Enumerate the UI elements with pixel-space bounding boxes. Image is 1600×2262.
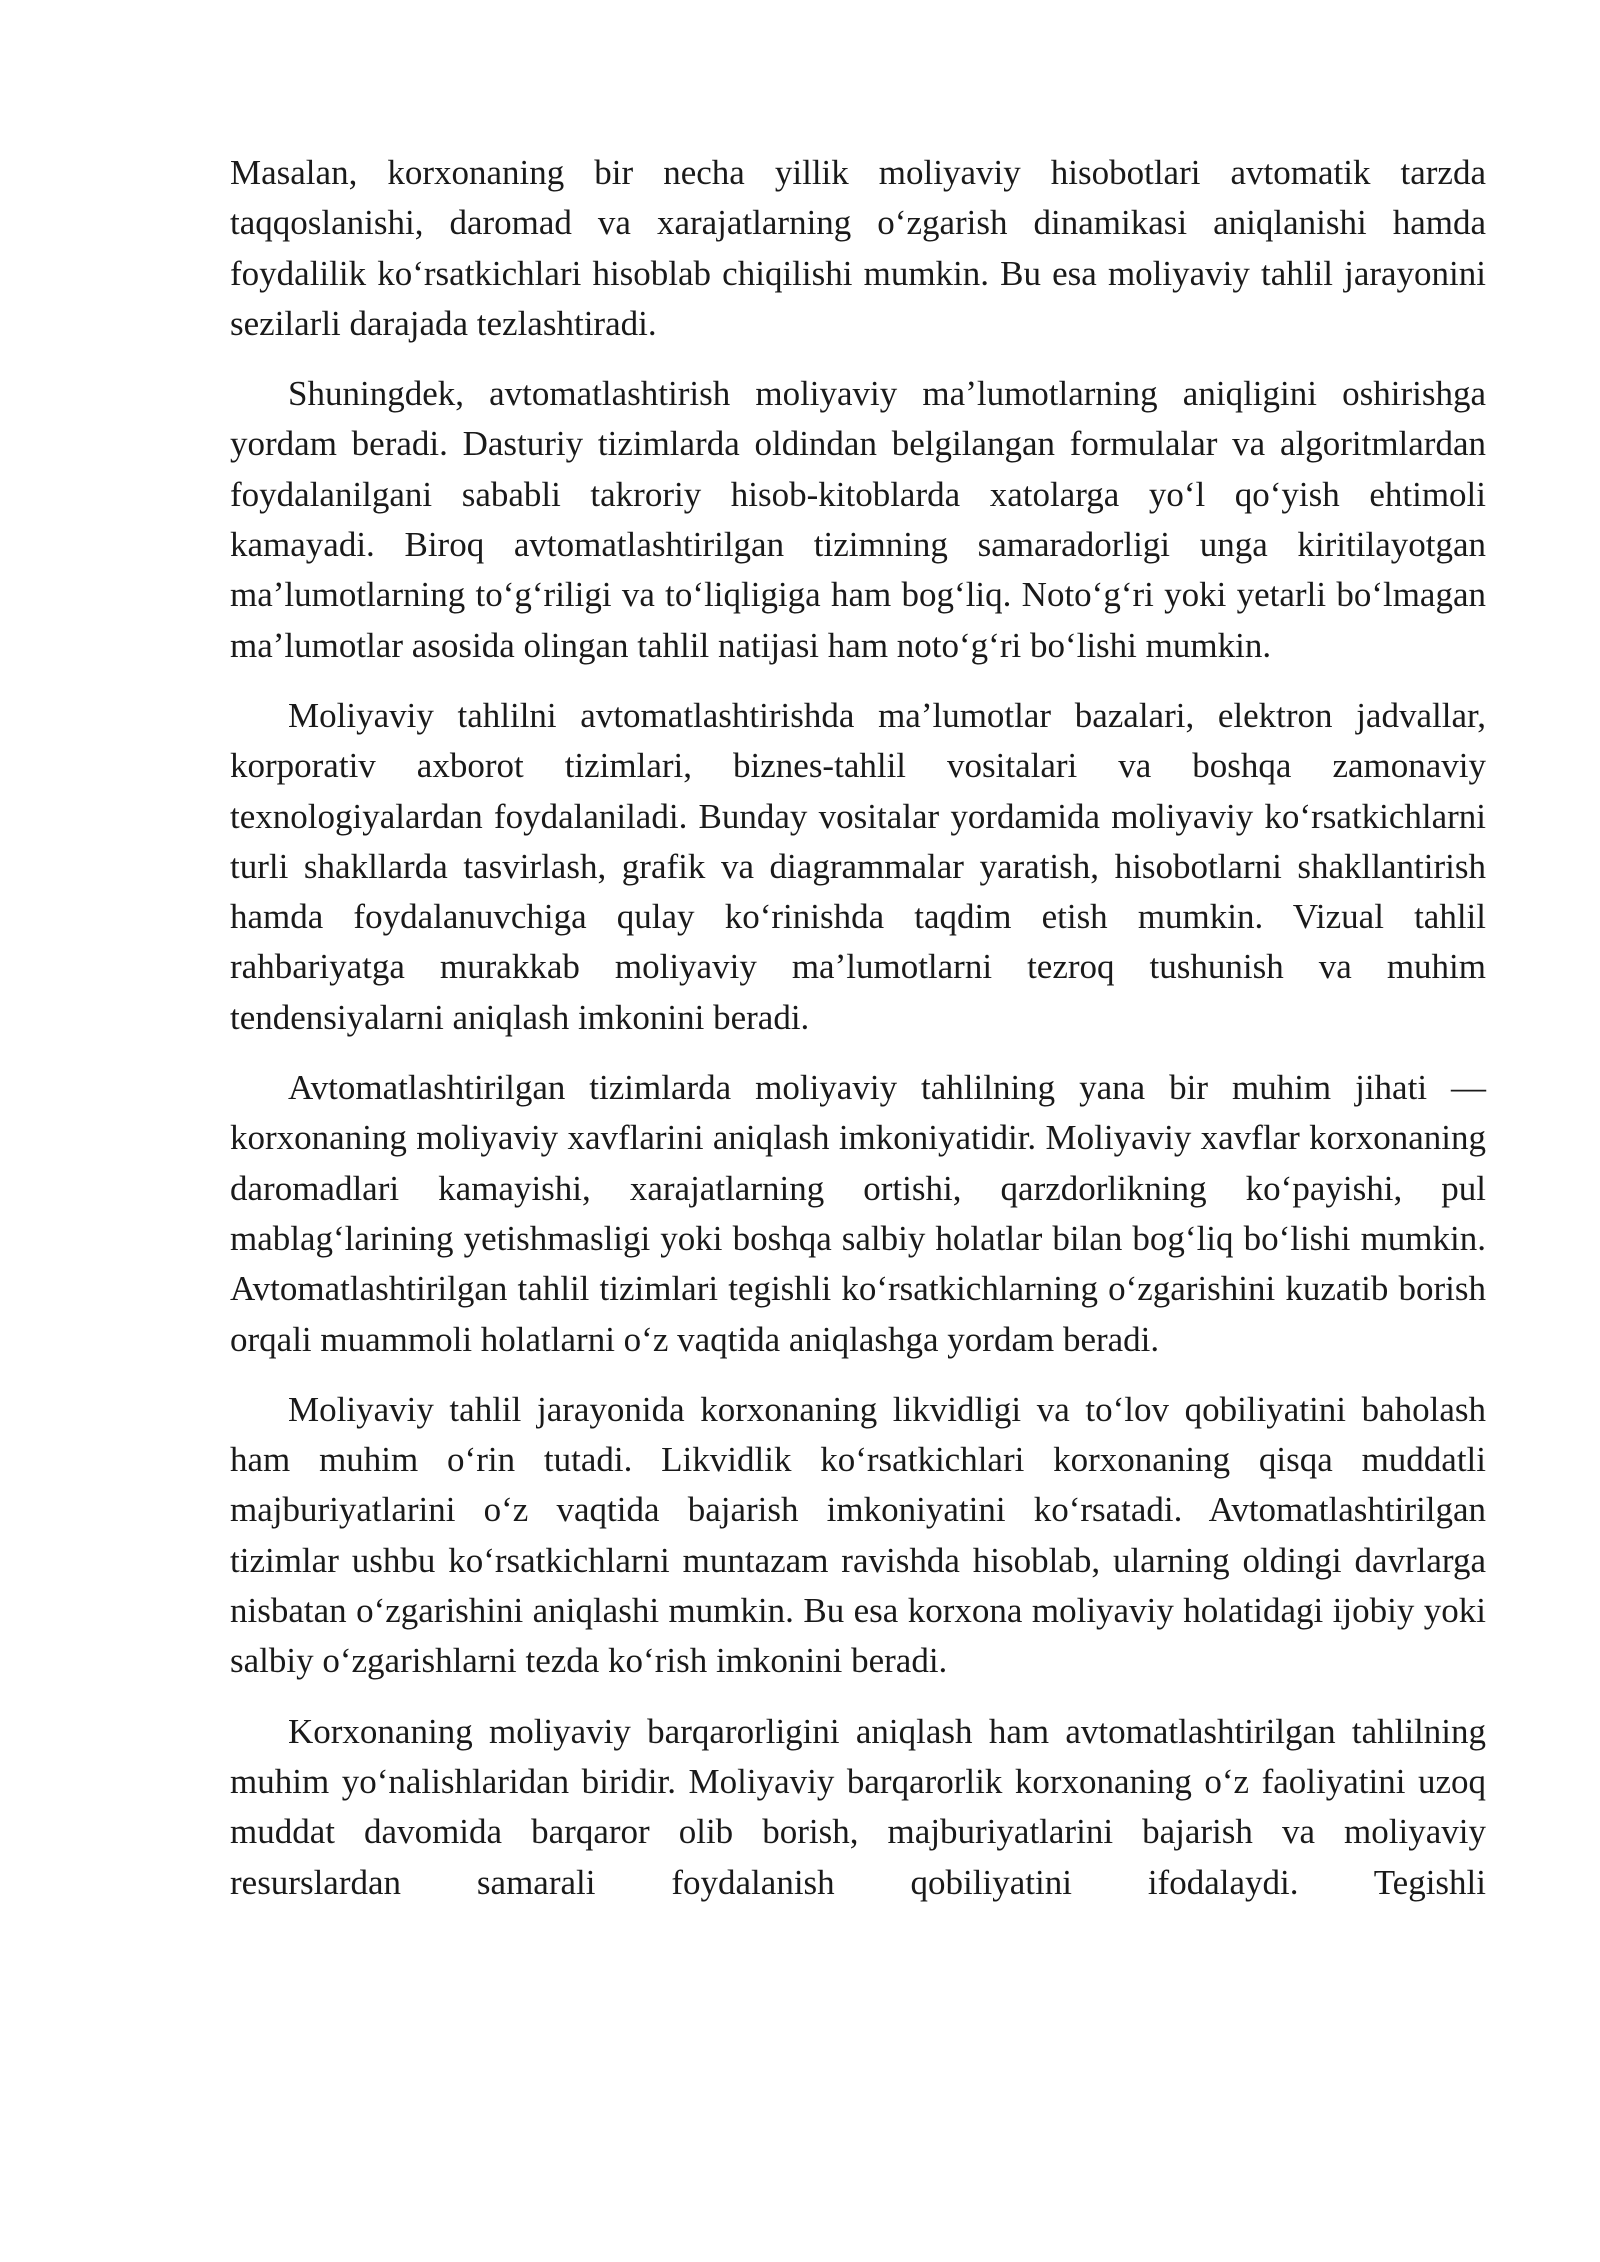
paragraph-2: Shuningdek, avtomatlashtirish moliyaviy maʼlumotlarning aniqligini oshirishga yordam beradi. Dasturiy tizimlarda oldindan belgilangan formulalar va algoritmlardan foydalanilgani sababli takroriy hisob-kitoblarda xatolarga yoʻl qoʻyish ehtimoli kamayadi. Biroq avtomatlashtirilgan tizimning samaradorligi unga kiritilayotgan maʼlumotlarning toʻgʻriligi va toʻliqligiga ham bogʻliq. Notoʻgʻri yoki yetarli boʻlmagan maʼlumotlar asosida olingan tahlil natijasi ham notoʻgʻri boʻlishi mumkin. [230, 374, 1486, 665]
paragraph-6: Korxonaning moliyaviy barqarorligini aniqlash ham avtomatlashtirilgan tahlilning muhim yoʻnalishlaridan biridir. Moliyaviy barqarorlik korxonaning oʻz faoliyatini uzoq muddat davomida barqaror olib borish, majburiyatlarini bajarish va moliyaviy resurslardan samarali foydalanish qobiliyatini ifodalaydi. Tegishli [230, 1711, 1486, 1902]
paragraph-5: Moliyaviy tahlil jarayonida korxonaning likvidligi va toʻlov qobiliyatini baholash ham muhim oʻrin tutadi. Likvidlik koʻrsatkichlari korxonaning qisqa muddatli majburiyatlarini oʻz vaqtida bajarish imkoniyatini koʻrsatadi. Avtomatlashtirilgan tizimlar ushbu koʻrsatkichlarni muntazam ravishda hisoblab, ularning oldingi davrlarga nisbatan oʻzgarishini aniqlashi mumkin. Bu esa korxona moliyaviy holatidagi ijobiy yoki salbiy oʻzgarishlarni tezda koʻrish imkonini beradi. [230, 1389, 1486, 1681]
paragraph-3: Moliyaviy tahlilni avtomatlashtirishda maʼlumotlar bazalari, elektron jadvallar, korporativ axborot tizimlari, biznes-tahlil vositalari va boshqa zamonaviy texnologiyalardan foydalaniladi. Bunday vositalar yordamida moliyaviy koʻrsatkichlarni turli shakllarda tasvirlash, grafik va diagrammalar yaratish, hisobotlarni shakllantirish hamda foydalanuvchiga qulay koʻrinishda taqdim etish mumkin. Vizual tahlil rahbariyatga murakkab moliyaviy maʼlumotlarni tezroq tushunish va muhim tendensiyalarni aniqlash imkonini beradi. [230, 695, 1486, 1037]
paragraph-1: Masalan, korxonaning bir necha yillik moliyaviy hisobotlari avtomatik tarzda taqqoslanishi, daromad va xarajatlarning oʻzgarish dinamikasi aniqlanishi hamda foydalilik koʻrsatkichlari hisoblab chiqilishi mumkin. Bu esa moliyaviy tahlil jarayonini sezilarli darajada tezlashtiradi. [230, 153, 1486, 343]
document-body [230, 148, 1486, 1928]
paragraph-4: Avtomatlashtirilgan tizimlarda moliyaviy tahlilning yana bir muhim jihati — korxonaning moliyaviy xavflarini aniqlash imkoniyatidir. Moliyaviy xavflar korxonaning daromadlari kamayishi, xarajatlarning ortishi, qarzdorlikning koʻpayishi, pul mablagʻlarining yetishmasligi yoki boshqa salbiy holatlar bilan bogʻliq boʻlishi mumkin. Avtomatlashtirilgan tahlil tizimlari tegishli koʻrsatkichlarning oʻzgarishini kuzatib borish orqali muammoli holatlarni oʻz vaqtida aniqlashga yordam beradi. [230, 1068, 1486, 1359]
